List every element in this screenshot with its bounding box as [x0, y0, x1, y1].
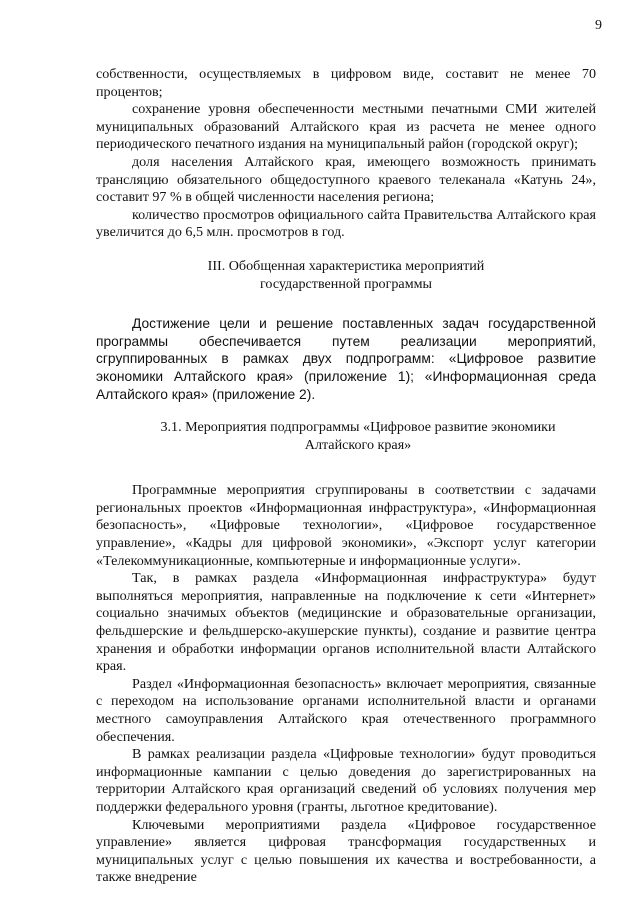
- subsection-heading-line: Алтайского края»: [304, 436, 412, 453]
- document-body: [96, 66, 596, 887]
- section-heading-line: государственной программы: [260, 275, 432, 292]
- paragraph: сохранение уровня обеспеченности местными печатными СМИ жителей муниципальных образований Алтайского края из расчета не менее одного периодического печатного издания на муниципальный район (городской округ);: [96, 101, 596, 153]
- subsection-heading-line: 3.1. Мероприятия подпрограммы «Цифровое развитие экономики: [160, 419, 556, 436]
- section-heading-line: III. Обобщенная характеристика мероприятий: [207, 257, 485, 274]
- section-paragraph: Достижение цели и решение поставленных задач государственной программы обеспечивается путем реализации мероприятий, сгруппированных в рамках двух подпрограмм: «Цифровое развитие экономики Алтайского края» (приложение 1); «Информационная среда Алтайского края» (приложение 2).: [96, 316, 596, 402]
- subsection-heading: [96, 419, 596, 454]
- paragraph-continuation: собственности, осуществляемых в цифровом виде, составит не менее 70 процентов;: [96, 66, 596, 100]
- page-number: 9: [595, 18, 602, 33]
- paragraph: доля населения Алтайского края, имеющего возможность принимать трансляцию обязательного общедоступного краевого телеканала «Катунь 24», составит 97 % в общей численности населения региона;: [96, 153, 596, 206]
- paragraph: количество просмотров официального сайта Правительства Алтайского края увеличится до 6,5 млн. просмотров в год.: [96, 206, 596, 241]
- paragraph: Раздел «Информационная безопасность» включает мероприятия, связанные с переходом на использование органами исполнительной власти и органами местного самоуправления Алтайского края отечественного программного обеспечения.: [96, 675, 596, 745]
- section-heading: [96, 258, 596, 293]
- paragraph: Программные мероприятия сгруппированы в соответствии с задачами региональных проектов «Информационная инфраструктура», «Информационная безопасность», «Цифровые технологии», «Цифровое государственное управление», «Кадры для цифровой экономики», «Экспорт услуг категории «Телекоммуникационные, компьютерные и информационные услуги».: [96, 482, 596, 569]
- paragraph: Так, в рамках раздела «Информационная инфраструктура» будут выполняться мероприятия, направленные на подключение к сети «Интернет» социально значимых объектов (медицинские и образовательные организации, фельдшерские и фельдшерско-акушерские пункты), создание и развитие центра хранения и обработки информации органов исполнительной власти Алтайского края.: [96, 570, 596, 675]
- paragraph: Ключевыми мероприятиями раздела «Цифровое государственное управление» является цифровая трансформация государственных и муниципальных услуг с целью повышения их качества и востребованности, а также внедрение: [96, 816, 596, 886]
- paragraph: В рамках реализации раздела «Цифровые технологии» будут проводиться информационные кампании с целью доведения до зарегистрированных на территории Алтайского края организаций сведений об условиях получения мер поддержки федерального уровня (гранты, льготное кредитование).: [96, 746, 596, 815]
